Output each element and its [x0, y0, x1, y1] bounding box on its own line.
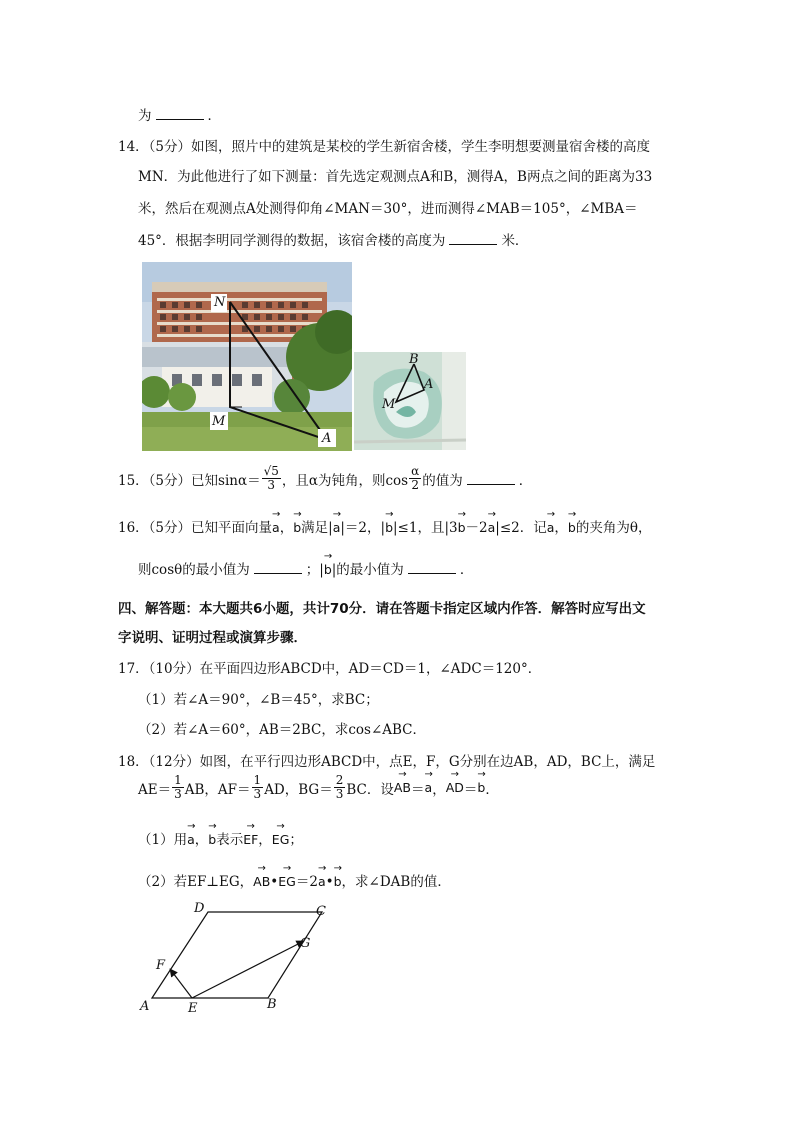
frac-den: 3 — [174, 787, 182, 801]
q18-text: 表示 — [216, 832, 244, 848]
q14-line4-unit: 米． — [501, 233, 529, 249]
q14-line2: MN．为此他进行了如下测量：首先选定观测点A和B，测得A，B两点之间的距离为33 — [138, 169, 653, 185]
q14-line1: 14．（5分）如图，照片中的建筑是某校的学生新宿舍楼，学生李明想要测量宿舍楼的高度 — [118, 139, 651, 155]
fraction-1-3 — [172, 774, 184, 801]
vector-b: → b — [334, 874, 342, 889]
q16-text: |≤1，且|3 — [393, 520, 458, 536]
vector-a: → a — [425, 780, 433, 795]
q14-line4 — [138, 229, 528, 249]
vector-a: → a — [333, 520, 341, 535]
fraction-1-3 — [252, 774, 264, 801]
q13-tail: 为 ． — [138, 108, 221, 124]
point-M-label: M — [212, 414, 226, 429]
fraction-alpha-over-2 — [409, 465, 421, 492]
q18-line1: 18．（12分）如图，在平行四边形ABCD中，点E，F，G分别在边AB，AD，BC上，满足 — [118, 754, 656, 770]
vector-AB: → AB — [253, 874, 270, 889]
section-heading-line2: 字说明、证明过程或演算步骤． — [118, 630, 307, 646]
vector-EG: → EG — [272, 832, 290, 847]
q16-text: 16．（5分）已知平面向量 — [118, 520, 273, 536]
q15-suffix: 的值为 — [422, 472, 463, 489]
fraction-2-3 — [334, 774, 346, 801]
q14-line3: 米，然后在观测点A处测得仰角∠MAN＝30°，进而测得∠MAB＝105°，∠MBA＝ — [138, 201, 638, 217]
q16-text: 的夹角为θ， — [575, 520, 652, 536]
frac-num: 1 — [174, 773, 182, 787]
q18-text: ； — [289, 832, 303, 848]
vector-b: → b — [385, 520, 393, 535]
answer-blank[interactable] — [408, 561, 456, 574]
point-E-label: E — [188, 1001, 198, 1016]
q16-text: 满足| — [301, 520, 333, 536]
equals: ＝ — [463, 781, 478, 798]
frac-num: 2 — [335, 773, 344, 787]
answer-blank[interactable] — [449, 232, 497, 245]
vector-a: → a — [488, 520, 496, 535]
answer-blank[interactable] — [156, 107, 204, 120]
q16-text: －2 — [465, 520, 488, 536]
q18-text: BC．设 — [346, 781, 394, 798]
point-A-label: A — [140, 999, 150, 1014]
q15-mid: ，且α为钝角，则cos — [281, 472, 409, 489]
q16-line2: 则cosθ的最小值为 ；|→ b|的最小值为 ． — [138, 558, 473, 578]
frac-num: 1 — [253, 773, 262, 787]
q18-text: （2）若EF⊥EG， — [138, 874, 254, 890]
q18-line2: AE＝ $\frac{1}{3}$ AB，AF＝ $\frac{1}{3}$ AD，BG＝ $\frac{2}{3}$ BC．设 → AB ＝ → a ， → AD ＝ → b ． — [138, 774, 499, 801]
vector-a: → a — [318, 874, 326, 889]
vector-b: → b — [324, 562, 332, 577]
map-point-A-label: A — [424, 377, 434, 392]
map-point-M-label: M — [382, 397, 396, 412]
campus-map — [354, 352, 466, 450]
q16-text: ；| — [305, 562, 324, 578]
point-A-label: A — [322, 431, 332, 446]
q18-text: ＝2 — [295, 874, 318, 890]
q16-text: |＝2，| — [340, 520, 386, 536]
vector-AD: → AD — [446, 780, 464, 795]
vector-b: → b — [458, 520, 466, 535]
q18-text: AD，BG＝ — [264, 781, 333, 798]
q16-text: 则cosθ的最小值为 — [138, 562, 250, 578]
answer-blank[interactable] — [467, 472, 515, 485]
building-photo — [142, 262, 352, 451]
frac-den: 3 — [253, 787, 262, 801]
map-point-B-label: B — [409, 352, 419, 367]
point-B-label: B — [267, 997, 277, 1012]
q16-line1: 16．（5分）已知平面向量→ a，→ b满足|→ a|＝2，|→ b|≤1，且|3→ b－2→ a|≤2．记→ a，→ b的夹角为θ， — [118, 516, 652, 536]
vector-b: → b — [568, 520, 576, 535]
vector-b: → b — [293, 520, 301, 535]
section-heading: 四、解答题：本大题共6小题，共计70分．请在答题卡指定区域内作答．解答时应写出文 — [118, 601, 646, 617]
frac-den: 3 — [267, 478, 276, 492]
q18-part1: （1）用→ a，→ b表示→ EF，→ EG； — [138, 828, 303, 848]
frac-den: 3 — [335, 787, 344, 801]
q14-line4-text: 45°．根据李明同学测得的数据，该宿舍楼的高度为 — [138, 233, 446, 249]
vector-b: → b — [477, 780, 485, 795]
point-F-label: F — [156, 958, 166, 973]
q18-text: AB，AF＝ — [184, 781, 251, 798]
q18-part2: （2）若EF⊥EG，→ AB•→ EG＝2→ a•→ b，求∠DAB的值． — [138, 870, 451, 890]
vector-b: → b — [208, 832, 216, 847]
frac-num: α — [411, 464, 420, 478]
vector-EF: → EF — [243, 832, 258, 847]
q18-text: ，求∠DAB的值． — [341, 874, 451, 890]
vector-a: → a — [547, 520, 555, 535]
q18-text: （1）用 — [138, 832, 188, 848]
fraction-sqrt5-over-3 — [262, 465, 281, 492]
point-N-label: N — [214, 295, 226, 310]
q15: 15．（5分）已知sinα＝ $\frac{√5}{3}$ ，且α为钝角，则cos $\frac{\alpha}{2}$ 的值为 ． — [118, 464, 533, 492]
q16-text: |的最小值为 — [331, 562, 404, 578]
q13-tail-text: 为 — [138, 108, 152, 124]
frac-num: √5 — [263, 464, 279, 478]
vector-AB: → AB — [394, 780, 411, 795]
q17-part1: （1）若∠A＝90°，∠B＝45°，求BC； — [138, 692, 379, 708]
answer-blank[interactable] — [254, 561, 302, 574]
q16-text: |≤2．记 — [495, 520, 547, 536]
point-G-label: G — [300, 936, 311, 951]
q17-line1: 17．（10分）在平面四边形ABCD中，AD＝CD＝1，∠ADC＝120°． — [118, 661, 542, 677]
q15-prefix: 15．（5分）已知sinα＝ — [118, 472, 261, 489]
point-C-label: C — [316, 904, 326, 919]
equals: ＝ — [411, 781, 425, 798]
parallelogram-figure — [130, 898, 340, 1018]
frac-den: 2 — [411, 478, 419, 492]
point-D-label: D — [194, 901, 205, 916]
q17-part2: （2）若∠A＝60°，AB＝2BC，求cos∠ABC． — [138, 722, 427, 738]
vector-a: → a — [272, 520, 280, 535]
q18-text: AE＝ — [138, 781, 172, 798]
vector-EG: → EG — [278, 874, 296, 889]
vector-a: → a — [187, 832, 195, 847]
